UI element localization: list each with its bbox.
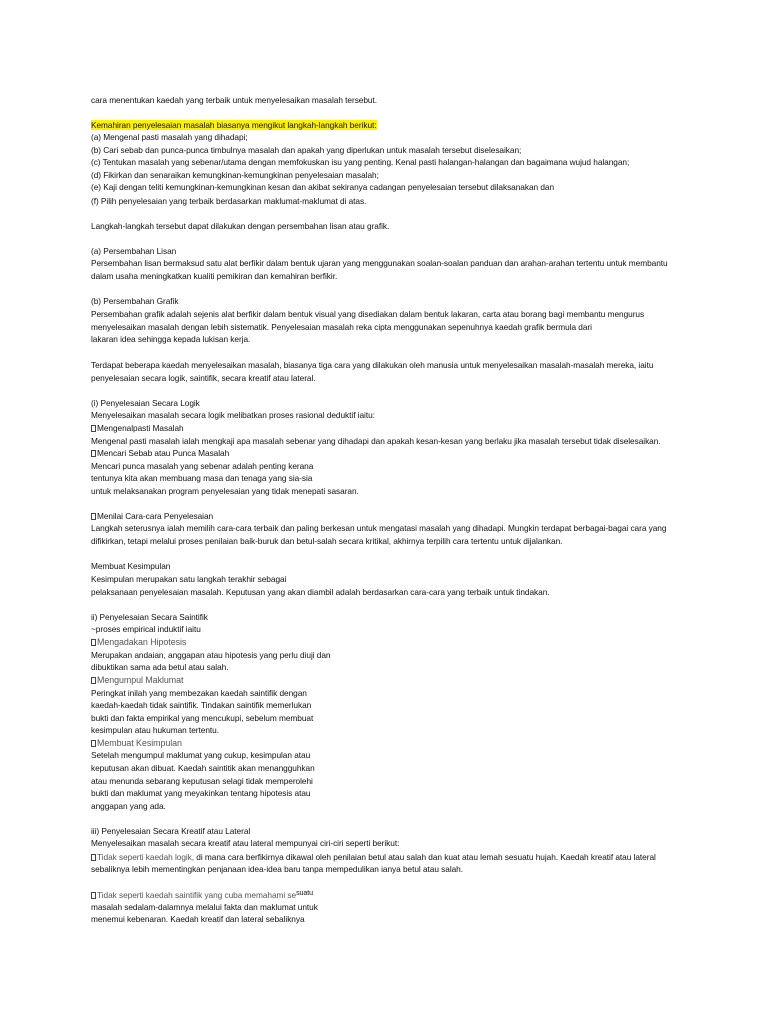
bullet-icon xyxy=(91,425,96,432)
bullet-icon xyxy=(91,450,96,457)
bullet-label: Tidak seperti kaedah saintifik yang cuba memahami se xyxy=(97,890,297,900)
text-line: Kesimpulan merupakan satu langkah terakhir sebagai xyxy=(91,574,287,584)
text-line: Mengenal pasti masalah ialah mengkaji apa masalah sebenar yang dihadapi dan apakah kesan-kesan yang berlaku jika masalah tersebut tidak diselesaikan. xyxy=(91,436,661,446)
text-line: bukti dan fakta empirikal yang mencukupi, sebelum membuat xyxy=(91,713,314,723)
text-line: Menyelesaikan masalah secara kreatif atau lateral mempunyai ciri-ciri seperti berikut: xyxy=(91,838,400,848)
text-line: Persembahan grafik adalah sejenis alat berfikir dalam bentuk visual yang disediakan dalam bentuk lakaran, carta atau borang bagi membantu mengurus xyxy=(91,309,645,319)
text-span: di mana cara berfikirnya dikawal oleh penilaian betul atau salah dan kuat atau lemah sesuatu hujah. Kaedah kreatif atau lateral xyxy=(194,852,656,862)
step-f: (f) Pilih penyelesaian yang terbaik berdasarkan maklumat-maklumat di atas. xyxy=(91,196,367,206)
bullet-icon xyxy=(91,892,96,899)
section-heading: (i) Penyelesaian Secara Logik xyxy=(91,398,200,408)
section-heading: iii) Penyelesaian Secara Kreatif atau Lateral xyxy=(91,826,251,836)
superscript-text: suatu xyxy=(296,890,313,897)
text-line: ~proses empirical induktif iaitu xyxy=(91,624,201,634)
text-line: cara menentukan kaedah yang terbaik untuk menyelesaikan masalah tersebut. xyxy=(91,95,377,105)
bullet-item xyxy=(91,738,182,748)
bullet-item xyxy=(91,675,183,685)
section-heading: ii) Penyelesaian Secara Saintifik xyxy=(91,612,208,622)
text-line: Peringkat inilah yang membezakan kaedah saintifik dengan xyxy=(91,688,307,698)
step-a: (a) Mengenal pasti masalah yang dihadapi; xyxy=(91,132,248,142)
bullet-label: Menilai Cara-cara Penyelesaian xyxy=(97,511,214,521)
text-line: Setelah mengumpul maklumat yang cukup, kesimpulan atau xyxy=(91,750,311,760)
bullet-item xyxy=(91,448,229,458)
text-line: difikirkan, tetapi melalui proses penilaian baik-buruk dan betul-salah secara kritikal, akhirnya terpilih cara tertentu untuk dijalankan. xyxy=(91,536,563,546)
bullet-icon xyxy=(91,677,96,684)
bullet-icon xyxy=(91,854,96,861)
bullet-icon xyxy=(91,639,96,646)
bullet-label: Mengenalpasti Masalah xyxy=(97,423,184,433)
text-line: penyelesaian secara logik, saintifik, secara kreatif atau lateral. xyxy=(91,373,316,383)
bullet-item xyxy=(91,889,313,900)
bullet-label: Mengumpul Maklumat xyxy=(97,675,184,685)
step-c: (c) Tentukan masalah yang sebenar/utama dengan memfokuskan isu yang penting. Kenal pasti halangan-halangan dan bagaimana wujud halangan; xyxy=(91,157,630,167)
bullet-icon xyxy=(91,740,96,747)
text-line: anggapan yang ada. xyxy=(91,801,166,811)
text-line: sebaliknya lebih mementingkan penjanaan idea-idea baru tanpa mempedulikan ianya betul atau salah. xyxy=(91,864,463,874)
text-line: untuk melaksanakan program penyelesaian yang tidak menepati sasaran. xyxy=(91,486,359,496)
text-line: bukti dan maklumat yang meyakinkan tentang hipotesis atau xyxy=(91,788,311,798)
step-d: (d) Fikirkan dan senaraikan kemungkinan-kemungkinan penyelesaian masalah; xyxy=(91,170,379,180)
text-line: pelaksanaan penyelesaian masalah. Keputusan yang akan diambil adalah berdasarkan cara-cara yang terbaik untuk tindakan. xyxy=(91,587,550,597)
text-line: dalam usaha meningkatkan kualiti pemikiran dan kemahiran berfikir. xyxy=(91,271,338,281)
text-line: tentunya kita akan membuang masa dan tenaga yang sia-sia xyxy=(91,473,313,483)
text-line: Merupakan andaian, anggapan atau hipotesis yang perlu diuji dan xyxy=(91,650,331,660)
highlight-text: Kemahiran penyelesaian masalah biasanya mengikut langkah-langkah berikut: xyxy=(91,120,377,130)
text-line: masalah sedalam-dalamnya melalui fakta dan maklumat untuk xyxy=(91,902,318,912)
text-line: Langkah seterusnya ialah memilih cara-cara terbaik dan paling berkesan untuk mengatasi masalah yang dihadapi. Mungkin terdapat berbagai-bagai cara yang xyxy=(91,523,667,533)
text-line: menemui kebenaran. Kaedah kreatif dan lateral sebaliknya xyxy=(91,914,305,924)
text-line: lakaran idea sehingga kepada lukisan kerja. xyxy=(91,334,251,344)
text-line: Mencari punca masalah yang sebenar adalah penting kerana xyxy=(91,461,314,471)
bullet-label: Tidak seperti kaedah logik, xyxy=(97,852,195,862)
highlighted-heading xyxy=(91,120,377,130)
bullet-label: Mengadakan Hipotesis xyxy=(97,637,187,647)
step-e: (e) Kaji dengan teliti kemungkinan-kemungkinan kesan dan akibat sekiranya cadangan penyelesaian tersebut dilaksanakan dan xyxy=(91,182,555,192)
bullet-item xyxy=(91,423,184,433)
text-line: Langkah-langkah tersebut dapat dilakukan dengan persembahan lisan atau grafik. xyxy=(91,221,390,231)
text-line: kaedah-kaedah tidak saintifik. Tindakan saintifik memerlukan xyxy=(91,700,312,710)
text-line: dibuktikan sama ada betul atau salah. xyxy=(91,662,229,672)
text-line: kesimpulan atau hukuman tertentu. xyxy=(91,725,219,735)
bullet-label: Mencari Sebab atau Punca Masalah xyxy=(97,448,230,458)
bullet-icon xyxy=(91,513,96,520)
bullet-item xyxy=(91,637,186,647)
bullet-item xyxy=(91,511,213,521)
text-line: atau menunda sebarang keputusan selagi tidak memperolehi xyxy=(91,776,313,786)
section-heading: (a) Persembahan Lisan xyxy=(91,246,177,256)
text-line: Menyelesaikan masalah secara logik melibatkan proses rasional deduktif iaitu: xyxy=(91,410,375,420)
section-heading: (b) Persembahan Grafik xyxy=(91,296,179,306)
bullet-label: Membuat Kesimpulan xyxy=(97,738,182,748)
text-line: keputusan akan dibuat. Kaedah saintitik akan menangguhkan xyxy=(91,763,315,773)
text-line: Terdapat beberapa kaedah menyelesaikan masalah, biasanya tiga cara yang dilakukan oleh manusia untuk menyelesaikan masalah-masalah mereka, iaitu xyxy=(91,360,654,370)
text-line: Persembahan lisan bermaksud satu alat berfikir dalam bentuk ujaran yang menggunakan soalan-soalan panduan dan arahan-arahan tertentu untuk membantu xyxy=(91,258,668,268)
text-line: menyelesaikan masalah dengan lebih sistematik. Penyelesaian masalah reka cipta menggunakan sepenuhnya kaedah grafik bermula dari xyxy=(91,322,592,332)
step-b: (b) Cari sebab dan punca-punca timbulnya masalah dan apakah yang diperlukan untuk masalah tersebut diselesaikan; xyxy=(91,145,522,155)
bullet-item xyxy=(91,852,656,862)
section-heading: Membuat Kesimpulan xyxy=(91,561,171,571)
